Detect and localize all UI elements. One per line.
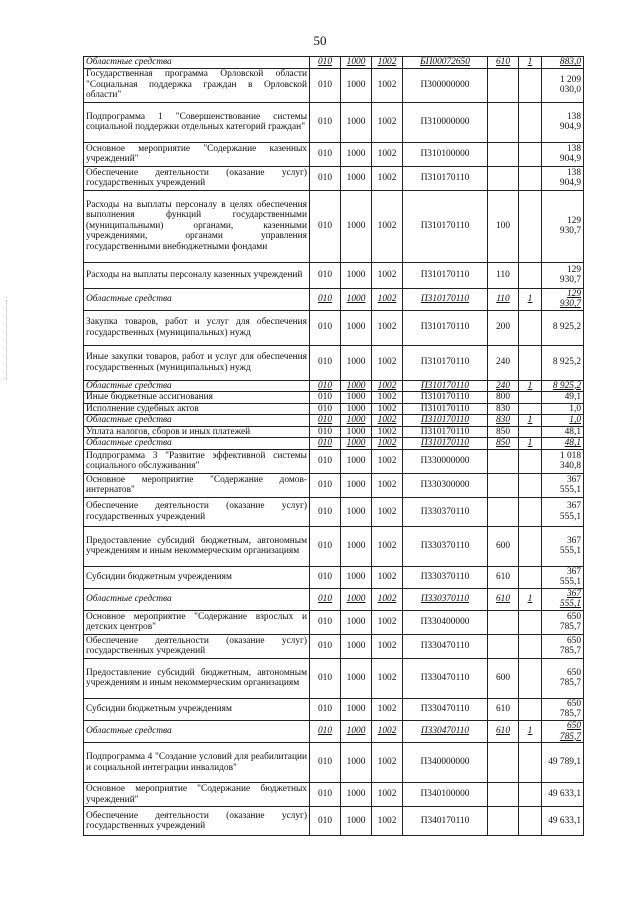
ministry-code: 010: [310, 610, 341, 634]
section-code: 1000: [341, 102, 372, 142]
section-code: 1000: [341, 426, 372, 438]
line-item-name: Областные средства: [84, 588, 310, 610]
funding-source-code: [519, 566, 542, 588]
section-code: 1000: [341, 473, 372, 497]
table-row: [84, 473, 584, 497]
expense-type-code: 850: [488, 426, 519, 438]
funding-source-code: 1: [519, 415, 542, 427]
line-item-name: Иные закупки товаров, работ и услуг для обеспечения государственных (муниципальных) нужд: [84, 345, 310, 380]
line-item-name: Областные средства: [84, 438, 310, 450]
section-code: 1000: [341, 658, 372, 698]
budget-table-body: [84, 57, 584, 836]
table-row: [84, 310, 584, 345]
funding-source-code: [519, 807, 542, 836]
amount: 138 904,9: [542, 102, 584, 142]
target-article-code: П330470110: [403, 634, 488, 658]
table-row: [84, 658, 584, 698]
ministry-code: 010: [310, 415, 341, 427]
expense-type-code: [488, 807, 519, 836]
line-item-name: Государственная программа Орловской области "Социальная поддержка граждан в Орловской области": [84, 68, 310, 102]
expense-type-code: 850: [488, 438, 519, 450]
table-row: [84, 610, 584, 634]
ministry-code: 010: [310, 380, 341, 392]
line-item-name: Обеспечение деятельности (оказание услуг) государственных учреждений: [84, 807, 310, 836]
subsection-code: 1002: [372, 380, 403, 392]
subsection-code: 1002: [372, 310, 403, 345]
funding-source-code: [519, 473, 542, 497]
target-article-code: П340000000: [403, 743, 488, 783]
funding-source-code: [519, 526, 542, 566]
table-row: [84, 288, 584, 310]
table-row: [84, 262, 584, 288]
subsection-code: 1002: [372, 142, 403, 166]
expense-type-code: 110: [488, 262, 519, 288]
target-article-code: П340170110: [403, 807, 488, 836]
funding-source-code: [519, 166, 542, 190]
funding-source-code: 1: [519, 588, 542, 610]
funding-source-code: 1: [519, 288, 542, 310]
subsection-code: 1002: [372, 743, 403, 783]
subsection-code: 1002: [372, 610, 403, 634]
amount: 1 018 340,8: [542, 449, 584, 473]
expense-type-code: [488, 142, 519, 166]
line-item-name: Основное мероприятие "Содержание бюджетных учреждений": [84, 783, 310, 807]
ministry-code: 010: [310, 403, 341, 415]
expense-type-code: [488, 783, 519, 807]
table-row: [84, 102, 584, 142]
funding-source-code: [519, 698, 542, 720]
ministry-code: 010: [310, 449, 341, 473]
line-item-name: Обеспечение деятельности (оказание услуг) государственных учреждений: [84, 166, 310, 190]
expense-type-code: 610: [488, 720, 519, 742]
expense-type-code: 240: [488, 380, 519, 392]
scan-edge-marks: [6, 300, 8, 380]
budget-table: [83, 56, 584, 836]
ministry-code: 010: [310, 720, 341, 742]
section-code: 1000: [341, 415, 372, 427]
amount: 48,1: [542, 438, 584, 450]
expense-type-code: [488, 68, 519, 102]
table-row: [84, 566, 584, 588]
table-row: [84, 142, 584, 166]
expense-type-code: 110: [488, 288, 519, 310]
line-item-name: Предоставление субсидий бюджетным, автономным учреждениям и иным некоммерческим организациям: [84, 658, 310, 698]
expense-type-code: 600: [488, 658, 519, 698]
subsection-code: 1002: [372, 449, 403, 473]
section-code: 1000: [341, 743, 372, 783]
line-item-name: Основное мероприятие "Содержание домов-интернатов": [84, 473, 310, 497]
table-row: [84, 380, 584, 392]
expense-type-code: 240: [488, 345, 519, 380]
ministry-code: 010: [310, 426, 341, 438]
section-code: 1000: [341, 497, 372, 526]
line-item-name: Основное мероприятие "Содержание взрослых и детских центров": [84, 610, 310, 634]
ministry-code: 010: [310, 743, 341, 783]
target-article-code: БП00072650: [403, 57, 488, 69]
amount: 129 930,7: [542, 288, 584, 310]
subsection-code: 1002: [372, 262, 403, 288]
target-article-code: П330400000: [403, 610, 488, 634]
expense-type-code: [488, 743, 519, 783]
ministry-code: 010: [310, 807, 341, 836]
target-article-code: П310170110: [403, 438, 488, 450]
amount: 1 209 030,0: [542, 68, 584, 102]
expense-type-code: 610: [488, 698, 519, 720]
line-item-name: Подпрограмма 1 "Совершенствование системы социальной поддержки отдельных категорий граждан": [84, 102, 310, 142]
funding-source-code: 1: [519, 720, 542, 742]
ministry-code: 010: [310, 57, 341, 69]
line-item-name: Исполнение судебных актов: [84, 403, 310, 415]
line-item-name: Предоставление субсидий бюджетным, автономным учреждениям и иным некоммерческим организациям: [84, 526, 310, 566]
amount: 49 633,1: [542, 783, 584, 807]
amount: 367 555,1: [542, 497, 584, 526]
funding-source-code: [519, 743, 542, 783]
amount: 650 785,7: [542, 610, 584, 634]
expense-type-code: 800: [488, 392, 519, 404]
subsection-code: 1002: [372, 102, 403, 142]
ministry-code: 010: [310, 698, 341, 720]
ministry-code: 010: [310, 190, 341, 262]
section-code: 1000: [341, 449, 372, 473]
target-article-code: П310170110: [403, 166, 488, 190]
line-item-name: Областные средства: [84, 720, 310, 742]
funding-source-code: [519, 783, 542, 807]
amount: 367 555,1: [542, 566, 584, 588]
funding-source-code: 1: [519, 57, 542, 69]
target-article-code: П330300000: [403, 473, 488, 497]
target-article-code: П330470110: [403, 698, 488, 720]
amount: 1,0: [542, 403, 584, 415]
table-row: [84, 426, 584, 438]
subsection-code: 1002: [372, 658, 403, 698]
subsection-code: 1002: [372, 57, 403, 69]
expense-type-code: 100: [488, 190, 519, 262]
subsection-code: 1002: [372, 438, 403, 450]
expense-type-code: [488, 102, 519, 142]
ministry-code: 010: [310, 288, 341, 310]
target-article-code: П330370110: [403, 566, 488, 588]
line-item-name: Субсидии бюджетным учреждениям: [84, 566, 310, 588]
table-row: [84, 698, 584, 720]
line-item-name: Обеспечение деятельности (оказание услуг) государственных учреждений: [84, 634, 310, 658]
funding-source-code: [519, 262, 542, 288]
section-code: 1000: [341, 310, 372, 345]
ministry-code: 010: [310, 566, 341, 588]
ministry-code: 010: [310, 392, 341, 404]
subsection-code: 1002: [372, 588, 403, 610]
target-article-code: П310170110: [403, 392, 488, 404]
subsection-code: 1002: [372, 403, 403, 415]
funding-source-code: [519, 497, 542, 526]
amount: 138 904,9: [542, 166, 584, 190]
amount: 367 555,1: [542, 473, 584, 497]
line-item-name: Основное мероприятие "Содержание казенных учреждений": [84, 142, 310, 166]
expense-type-code: 610: [488, 588, 519, 610]
page-number: 50: [313, 33, 327, 48]
target-article-code: П330370110: [403, 526, 488, 566]
section-code: 1000: [341, 190, 372, 262]
subsection-code: 1002: [372, 807, 403, 836]
table-row: [84, 497, 584, 526]
line-item-name: Расходы на выплаты персоналу казенных учреждений: [84, 262, 310, 288]
section-code: 1000: [341, 262, 372, 288]
expense-type-code: [488, 166, 519, 190]
target-article-code: П310000000: [403, 102, 488, 142]
ministry-code: 010: [310, 310, 341, 345]
section-code: 1000: [341, 392, 372, 404]
target-article-code: П310170110: [403, 403, 488, 415]
target-article-code: П300000000: [403, 68, 488, 102]
target-article-code: П310170110: [403, 262, 488, 288]
target-article-code: П330470110: [403, 658, 488, 698]
ministry-code: 010: [310, 497, 341, 526]
line-item-name: Расходы на выплаты персоналу в целях обеспечения выполнения функций государственными (муниципальными) органами, казенными учреждениями, органами управления государственными внебюджетными фондами: [84, 190, 310, 262]
expense-type-code: [488, 497, 519, 526]
funding-source-code: [519, 634, 542, 658]
funding-source-code: [519, 426, 542, 438]
subsection-code: 1002: [372, 473, 403, 497]
line-item-name: Областные средства: [84, 57, 310, 69]
amount: 49 633,1: [542, 807, 584, 836]
section-code: 1000: [341, 438, 372, 450]
amount: 367 555,1: [542, 588, 584, 610]
target-article-code: П330370110: [403, 588, 488, 610]
target-article-code: П310170110: [403, 288, 488, 310]
target-article-code: П330470110: [403, 720, 488, 742]
expense-type-code: [488, 634, 519, 658]
expense-type-code: 600: [488, 526, 519, 566]
line-item-name: Областные средства: [84, 415, 310, 427]
section-code: 1000: [341, 526, 372, 566]
ministry-code: 010: [310, 102, 341, 142]
amount: 48,1: [542, 426, 584, 438]
ministry-code: 010: [310, 262, 341, 288]
amount: 367 555,1: [542, 526, 584, 566]
funding-source-code: [519, 392, 542, 404]
expense-type-code: 200: [488, 310, 519, 345]
table-row: [84, 783, 584, 807]
target-article-code: П340100000: [403, 783, 488, 807]
funding-source-code: [519, 102, 542, 142]
line-item-name: Подпрограмма 3 "Развитие эффективной системы социального обслуживания": [84, 449, 310, 473]
table-row: [84, 449, 584, 473]
amount: 129 930,7: [542, 190, 584, 262]
ministry-code: 010: [310, 473, 341, 497]
table-row: [84, 438, 584, 450]
subsection-code: 1002: [372, 392, 403, 404]
line-item-name: Уплата налогов, сборов и иных платежей: [84, 426, 310, 438]
ministry-code: 010: [310, 345, 341, 380]
section-code: 1000: [341, 588, 372, 610]
funding-source-code: [519, 190, 542, 262]
section-code: 1000: [341, 345, 372, 380]
subsection-code: 1002: [372, 566, 403, 588]
line-item-name: Обеспечение деятельности (оказание услуг) государственных учреждений: [84, 497, 310, 526]
target-article-code: П330000000: [403, 449, 488, 473]
table-row: [84, 345, 584, 380]
ministry-code: 010: [310, 438, 341, 450]
subsection-code: 1002: [372, 783, 403, 807]
table-row: [84, 166, 584, 190]
section-code: 1000: [341, 142, 372, 166]
expense-type-code: [488, 473, 519, 497]
subsection-code: 1002: [372, 698, 403, 720]
section-code: 1000: [341, 783, 372, 807]
ministry-code: 010: [310, 68, 341, 102]
section-code: 1000: [341, 807, 372, 836]
ministry-code: 010: [310, 634, 341, 658]
section-code: 1000: [341, 288, 372, 310]
funding-source-code: [519, 142, 542, 166]
funding-source-code: 1: [519, 438, 542, 450]
funding-source-code: [519, 310, 542, 345]
amount: 650 785,7: [542, 698, 584, 720]
amount: 8 925,2: [542, 310, 584, 345]
amount: 650 785,7: [542, 658, 584, 698]
section-code: 1000: [341, 698, 372, 720]
section-code: 1000: [341, 634, 372, 658]
table-row: [84, 743, 584, 783]
funding-source-code: [519, 345, 542, 380]
table-row: [84, 403, 584, 415]
target-article-code: П310170110: [403, 380, 488, 392]
amount: 650 785,7: [542, 720, 584, 742]
subsection-code: 1002: [372, 166, 403, 190]
table-row: [84, 190, 584, 262]
table-row: [84, 588, 584, 610]
subsection-code: 1002: [372, 426, 403, 438]
table-row: [84, 720, 584, 742]
subsection-code: 1002: [372, 190, 403, 262]
amount: 8 925,2: [542, 380, 584, 392]
section-code: 1000: [341, 57, 372, 69]
funding-source-code: [519, 658, 542, 698]
expense-type-code: 610: [488, 566, 519, 588]
table-row: [84, 807, 584, 836]
table-row: [84, 57, 584, 69]
subsection-code: 1002: [372, 497, 403, 526]
amount: 49,1: [542, 392, 584, 404]
ministry-code: 010: [310, 142, 341, 166]
section-code: 1000: [341, 380, 372, 392]
target-article-code: П330370110: [403, 497, 488, 526]
line-item-name: Областные средства: [84, 288, 310, 310]
funding-source-code: 1: [519, 380, 542, 392]
section-code: 1000: [341, 720, 372, 742]
amount: 1,0: [542, 415, 584, 427]
target-article-code: П310170110: [403, 426, 488, 438]
subsection-code: 1002: [372, 720, 403, 742]
ministry-code: 010: [310, 166, 341, 190]
subsection-code: 1002: [372, 415, 403, 427]
target-article-code: П310170110: [403, 310, 488, 345]
expense-type-code: 610: [488, 57, 519, 69]
expense-type-code: 830: [488, 415, 519, 427]
target-article-code: П310170110: [403, 190, 488, 262]
target-article-code: П310170110: [403, 345, 488, 380]
expense-type-code: [488, 610, 519, 634]
funding-source-code: [519, 449, 542, 473]
table-row: [84, 415, 584, 427]
subsection-code: 1002: [372, 526, 403, 566]
target-article-code: П310170110: [403, 415, 488, 427]
section-code: 1000: [341, 566, 372, 588]
funding-source-code: [519, 68, 542, 102]
line-item-name: Областные средства: [84, 380, 310, 392]
line-item-name: Закупка товаров, работ и услуг для обеспечения государственных (муниципальных) нужд: [84, 310, 310, 345]
subsection-code: 1002: [372, 345, 403, 380]
subsection-code: 1002: [372, 634, 403, 658]
expense-type-code: [488, 449, 519, 473]
table-row: [84, 392, 584, 404]
funding-source-code: [519, 403, 542, 415]
ministry-code: 010: [310, 658, 341, 698]
amount: 8 925,2: [542, 345, 584, 380]
target-article-code: П310100000: [403, 142, 488, 166]
ministry-code: 010: [310, 526, 341, 566]
amount: 49 789,1: [542, 743, 584, 783]
line-item-name: Иные бюджетные ассигнования: [84, 392, 310, 404]
expense-type-code: 830: [488, 403, 519, 415]
section-code: 1000: [341, 610, 372, 634]
table-row: [84, 68, 584, 102]
funding-source-code: [519, 610, 542, 634]
line-item-name: Подпрограмма 4 "Создание условий для реабилитации и социальной интеграции инвалидов": [84, 743, 310, 783]
amount: 883,0: [542, 57, 584, 69]
amount: 138 904,9: [542, 142, 584, 166]
ministry-code: 010: [310, 588, 341, 610]
amount: 129 930,7: [542, 262, 584, 288]
ministry-code: 010: [310, 783, 341, 807]
section-code: 1000: [341, 166, 372, 190]
subsection-code: 1002: [372, 68, 403, 102]
amount: 650 785,7: [542, 634, 584, 658]
section-code: 1000: [341, 68, 372, 102]
table-row: [84, 634, 584, 658]
table-row: [84, 526, 584, 566]
subsection-code: 1002: [372, 288, 403, 310]
line-item-name: Субсидии бюджетным учреждениям: [84, 698, 310, 720]
section-code: 1000: [341, 403, 372, 415]
